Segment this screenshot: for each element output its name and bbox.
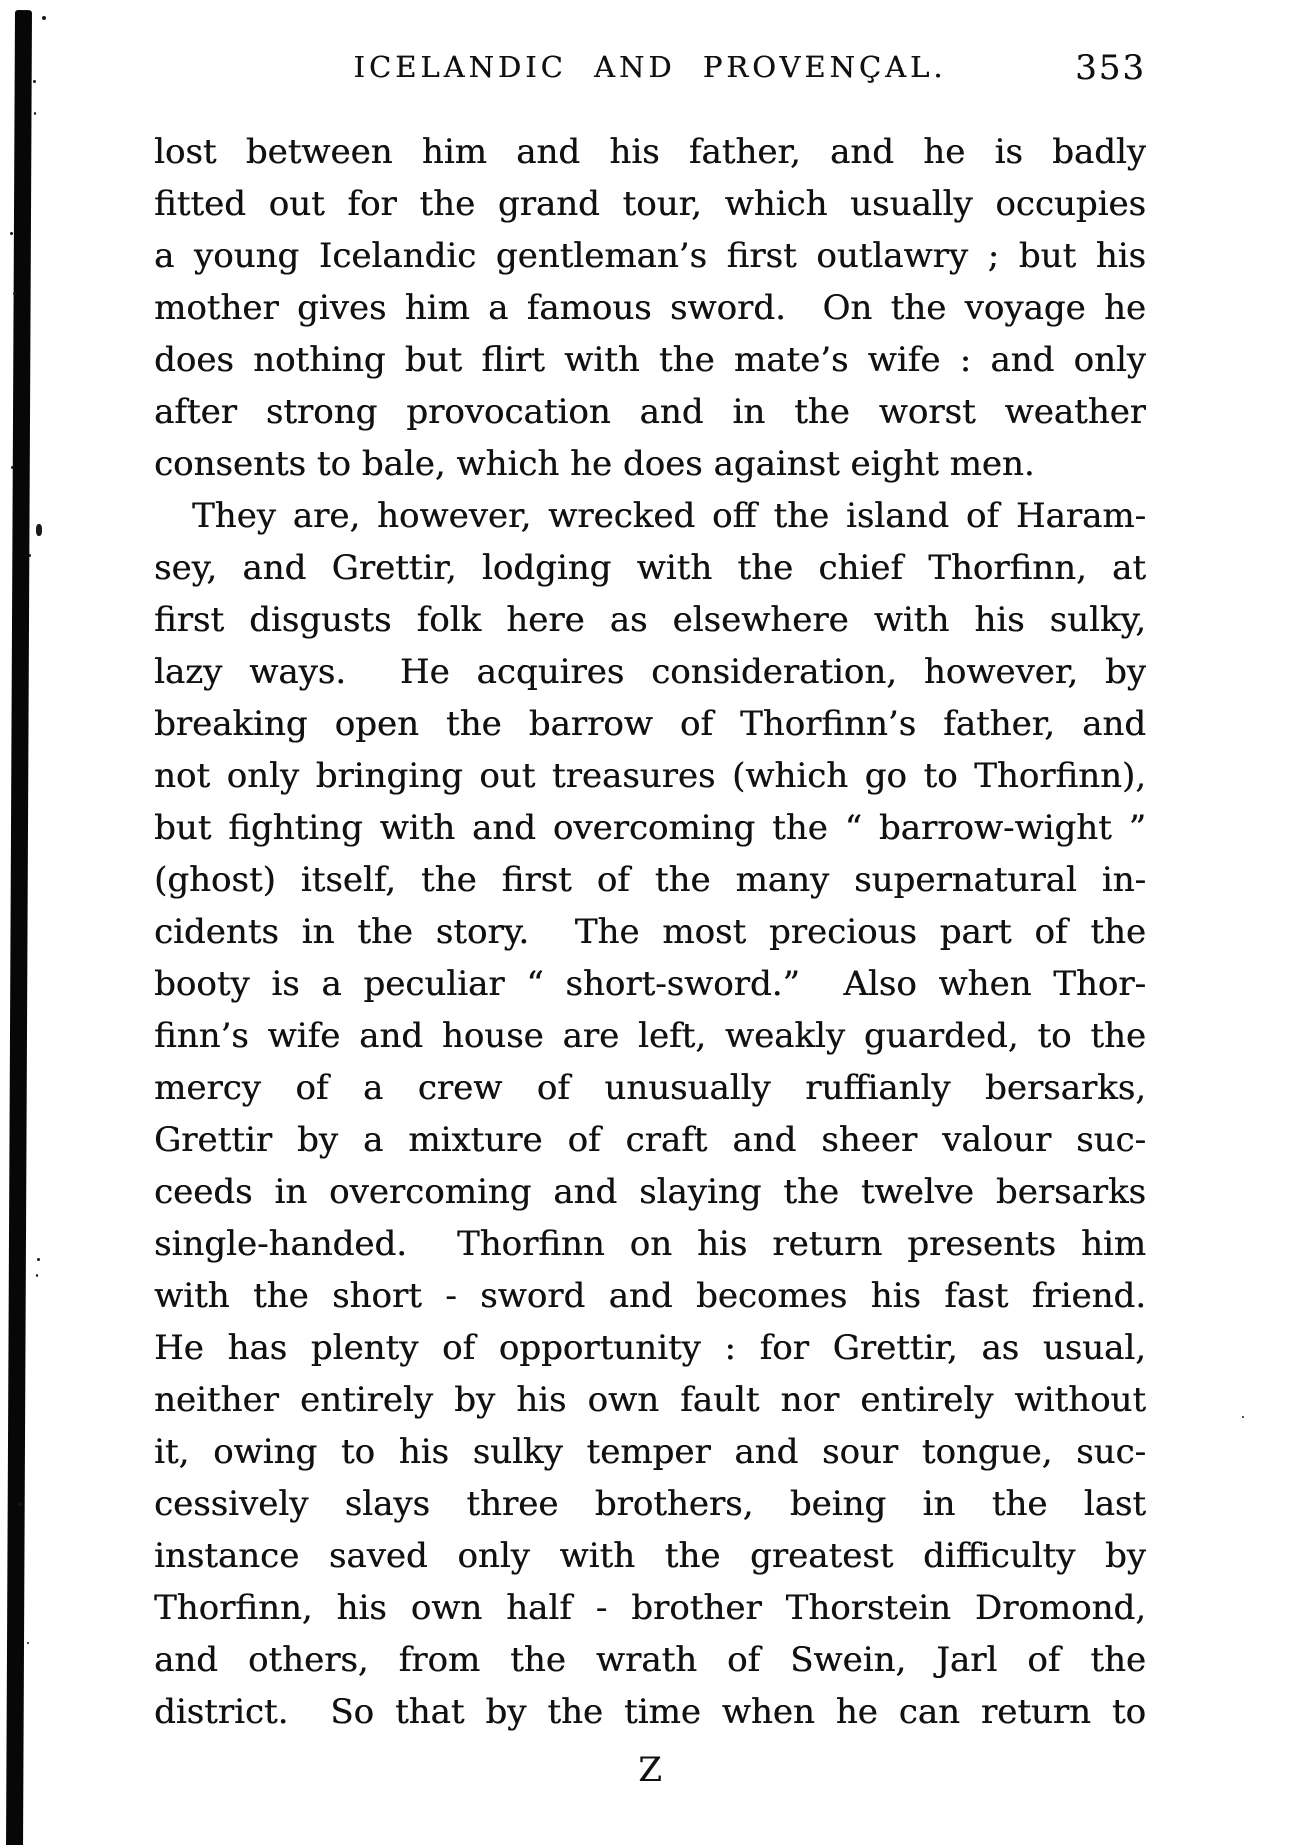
- scan-speck: [37, 1258, 40, 1261]
- text-line: first disgusts folk here as elsewhere with his sulky,: [154, 600, 1146, 640]
- text-line: neither entirely by his own fault nor entirely without: [154, 1380, 1146, 1420]
- scan-speck: [13, 292, 16, 295]
- text-line: mother gives him a famous sword. On the voyage he: [154, 288, 1146, 328]
- text-line: ceeds in overcoming and slaying the twelve bersarks: [154, 1172, 1146, 1212]
- scan-speck: [36, 524, 42, 536]
- scan-speck: [34, 112, 36, 115]
- text-line: (ghost) itself, the first of the many supernatural in-: [154, 860, 1146, 900]
- scan-speck: [27, 1642, 29, 1644]
- text-line: lost between him and his father, and he is badly: [154, 132, 1146, 172]
- text-line: He has plenty of opportunity : for Grettir, as usual,: [154, 1328, 1146, 1368]
- text-line: breaking open the barrow of Thorfinn’s father, and: [154, 704, 1146, 744]
- scan-speck: [29, 554, 31, 557]
- text-line: and others, from the wrath of Swein, Jarl of the: [154, 1640, 1146, 1680]
- scan-speck: [19, 1503, 22, 1506]
- text-line: a young Icelandic gentleman’s first outlawry ; but his: [154, 236, 1146, 276]
- text-line: district. So that by the time when he can return to: [154, 1692, 1146, 1732]
- text-line: booty is a peculiar “ short-sword.” Also when Thor-: [154, 964, 1146, 1004]
- text-line: They are, however, wrecked off the island of Haram-: [192, 496, 1146, 536]
- text-line: instance saved only with the greatest difficulty by: [154, 1536, 1146, 1576]
- text-line: lazy ways. He acquires consideration, however, by: [154, 652, 1146, 692]
- text-line: finn’s wife and house are left, weakly guarded, to the: [154, 1016, 1146, 1056]
- scan-speck: [1242, 1416, 1244, 1418]
- text-line: consents to bale, which he does against eight men.: [154, 444, 1035, 484]
- text-line: Thorfinn, his own half - brother Thorstein Dromond,: [154, 1588, 1146, 1628]
- scan-speck: [36, 1274, 38, 1277]
- scan-speck: [33, 80, 36, 83]
- running-header-title: ICELANDIC AND PROVENÇAL.: [353, 50, 947, 84]
- text-line: not only bringing out treasures (which go to Thorfinn),: [154, 756, 1146, 796]
- scan-speck: [11, 466, 14, 469]
- scan-speck: [42, 16, 46, 20]
- text-line: but fighting with and overcoming the “ barrow-wight ”: [154, 808, 1146, 848]
- page-number: 353: [1075, 48, 1146, 88]
- text-block: [154, 126, 1146, 1738]
- text-line: cessively slays three brothers, being in the last: [154, 1484, 1146, 1524]
- text-line: mercy of a crew of unusually ruffianly bersarks,: [154, 1068, 1146, 1108]
- text-line: it, owing to his sulky temper and sour tongue, suc-: [154, 1432, 1146, 1472]
- text-line: Grettir by a mixture of craft and sheer valour suc-: [154, 1120, 1146, 1160]
- text-line: with the short - sword and becomes his fast friend.: [154, 1276, 1146, 1316]
- signature-mark: Z: [638, 1750, 662, 1790]
- text-line: cidents in the story. The most precious part of the: [154, 912, 1146, 952]
- text-line: does nothing but flirt with the mate’s wife : and only: [154, 340, 1146, 380]
- text-line: single-handed. Thorfinn on his return presents him: [154, 1224, 1146, 1264]
- text-line: fitted out for the grand tour, which usually occupies: [154, 184, 1146, 224]
- text-line: after strong provocation and in the worst weather: [154, 392, 1146, 432]
- binding-shadow-bar: [6, 10, 32, 1845]
- text-line: sey, and Grettir, lodging with the chief Thorfinn, at: [154, 548, 1146, 588]
- scan-speck: [10, 232, 13, 235]
